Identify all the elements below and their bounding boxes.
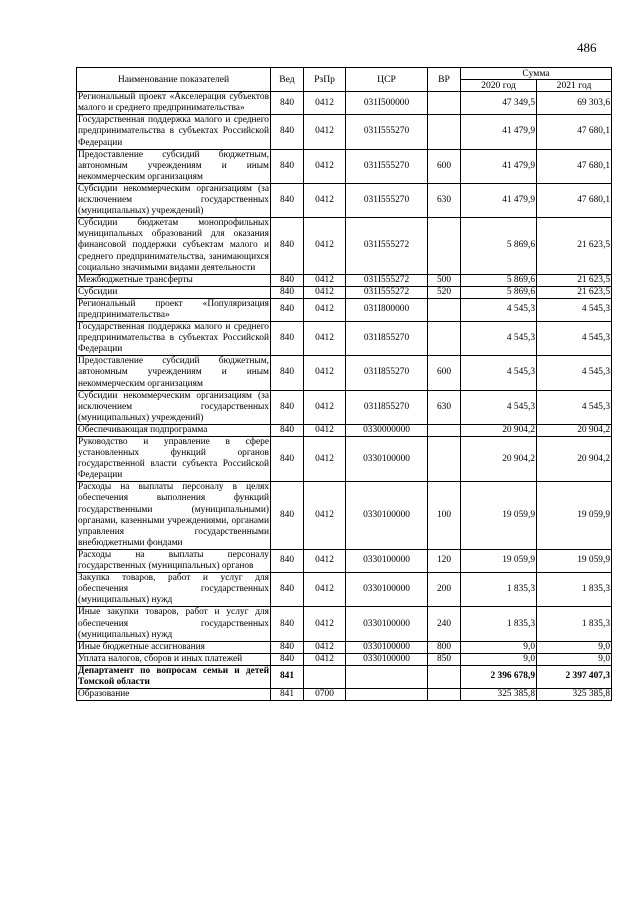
cell-vr: 500 — [428, 274, 461, 286]
cell-name: Департамент по вопросам семьи и детей Томской области — [78, 665, 269, 687]
header-2020: 2020 год — [461, 80, 537, 92]
cell-name: Руководство и управление в сфере установленных функций органов государственной власти субъекта Российской Федерации — [78, 437, 269, 481]
cell-y2020: 41 479,9 — [461, 149, 537, 183]
cell-y2021: 4 545,3 — [537, 322, 612, 356]
cell-vr: 800 — [428, 641, 461, 653]
cell-y2020: 19 059,9 — [461, 482, 537, 550]
cell-vr — [428, 689, 461, 701]
cell-name: Расходы на выплаты персоналу государственных (муниципальных) органов — [78, 549, 269, 572]
cell-name: Субсидии — [77, 286, 271, 298]
cell-ved: 840 — [271, 653, 304, 665]
table-row — [77, 653, 612, 665]
cell-y2021: 2 397 407,3 — [537, 665, 612, 688]
cell-y2021: 21 623,5 — [537, 274, 612, 286]
cell-csr: 031I555272 — [346, 274, 428, 286]
cell-ved: 840 — [271, 424, 304, 436]
cell-csr: 031I855270 — [346, 390, 428, 424]
cell-ved: 840 — [271, 322, 304, 356]
cell-ved: 840 — [271, 149, 304, 183]
header-ved: Вед — [271, 68, 304, 92]
table-body — [77, 92, 612, 701]
cell-ved: 840 — [271, 92, 304, 115]
cell-csr: 031I555270 — [346, 183, 428, 217]
cell-csr: 0330000000 — [346, 424, 428, 436]
cell-csr: 0330100000 — [346, 653, 428, 665]
cell-csr: 031I855270 — [346, 356, 428, 390]
cell-y2021: 325 385,8 — [537, 689, 612, 701]
cell-name: Субсидии бюджетам монопрофильных муниципальных образований для оказания финансовой поддержки субъектам малого и среднего предпринимательства, занимающихся социально значимыми видами деятельности — [78, 218, 269, 273]
cell-ved: 841 — [271, 689, 304, 701]
cell-ved: 840 — [271, 390, 304, 424]
cell-csr: 0330100000 — [346, 482, 428, 550]
cell-y2020: 4 545,3 — [461, 356, 537, 390]
cell-vr: 600 — [428, 356, 461, 390]
cell-csr: 0330100000 — [346, 641, 428, 653]
table-row — [77, 573, 612, 607]
cell-rzpr: 0412 — [304, 607, 346, 641]
cell-vr: 120 — [428, 549, 461, 572]
cell-rzpr: 0412 — [304, 482, 346, 550]
cell-rzpr: 0412 — [304, 356, 346, 390]
cell-ved: 840 — [271, 549, 304, 572]
cell-y2020: 20 904,2 — [461, 437, 537, 482]
cell-ved: 840 — [271, 274, 304, 286]
table-row — [77, 424, 612, 436]
cell-vr: 200 — [428, 573, 461, 607]
cell-csr: 031I555272 — [346, 218, 428, 274]
cell-ved: 840 — [271, 286, 304, 298]
cell-y2021: 20 904,2 — [537, 437, 612, 482]
header-2021: 2021 год — [537, 80, 612, 92]
cell-name: Расходы на выплаты персоналу в целях обеспечения выполнения функций государственными (муниципальными) органами, казенными учреждениями, органами управления государственными внебюджетными фондами — [78, 482, 269, 548]
cell-name: Уплата налогов, сборов и иных платежей — [77, 653, 271, 665]
cell-rzpr: 0412 — [304, 437, 346, 482]
cell-y2020: 1 835,3 — [461, 573, 537, 607]
cell-y2021: 19 059,9 — [537, 549, 612, 572]
cell-vr: 850 — [428, 653, 461, 665]
cell-csr: 031I800000 — [346, 298, 428, 321]
cell-vr: 630 — [428, 183, 461, 217]
cell-y2020: 5 869,6 — [461, 286, 537, 298]
cell-name: Иные закупки товаров, работ и услуг для обеспечения государственных (муниципальных) нужд — [78, 607, 269, 640]
table-row — [77, 390, 612, 424]
cell-rzpr: 0412 — [304, 424, 346, 436]
cell-name: Субсидии некоммерческим организациям (за исключением государственных (муниципальных) учреждений) — [78, 390, 269, 423]
header-rzpr: РзПр — [304, 68, 346, 92]
budget-table — [76, 67, 612, 701]
cell-y2020: 5 869,6 — [461, 218, 537, 274]
cell-ved: 840 — [271, 607, 304, 641]
cell-rzpr: 0412 — [304, 92, 346, 115]
cell-name: Межбюджетные трансферты — [77, 274, 271, 286]
cell-y2020: 5 869,6 — [461, 274, 537, 286]
cell-name: Региональный проект «Акселерация субъектов малого и среднего предпринимательства» — [78, 92, 269, 114]
cell-rzpr: 0412 — [304, 653, 346, 665]
cell-rzpr: 0700 — [304, 689, 346, 701]
cell-name: Предоставление субсидий бюджетным, автономным учреждениям и иным некоммерческим организациям — [78, 356, 269, 389]
cell-rzpr: 0412 — [304, 286, 346, 298]
table-row — [77, 322, 612, 356]
cell-ved: 840 — [271, 641, 304, 653]
cell-y2021: 1 835,3 — [537, 573, 612, 607]
cell-ved: 840 — [271, 437, 304, 482]
cell-rzpr: 0412 — [304, 549, 346, 572]
cell-ved: 840 — [271, 298, 304, 321]
table-row — [77, 549, 612, 572]
cell-name: Государственная поддержка малого и среднего предпринимательства в субъектах Российской Федерации — [78, 115, 269, 148]
cell-vr — [428, 92, 461, 115]
cell-csr: 031I555270 — [346, 115, 428, 149]
cell-csr: 031I555272 — [346, 286, 428, 298]
cell-y2021: 21 623,5 — [537, 286, 612, 298]
cell-y2021: 1 835,3 — [537, 607, 612, 641]
cell-csr: 031I555270 — [346, 149, 428, 183]
table-row — [77, 689, 612, 701]
cell-y2020: 4 545,3 — [461, 322, 537, 356]
cell-name: Закупка товаров, работ и услуг для обеспечения государственных (муниципальных) нужд — [78, 573, 269, 606]
cell-rzpr: 0412 — [304, 298, 346, 321]
cell-y2021: 4 545,3 — [537, 356, 612, 390]
table-row — [77, 482, 612, 550]
cell-vr: 520 — [428, 286, 461, 298]
cell-y2021: 9,0 — [537, 641, 612, 653]
cell-y2021: 47 680,1 — [537, 183, 612, 217]
cell-rzpr: 0412 — [304, 641, 346, 653]
cell-y2020: 9,0 — [461, 641, 537, 653]
cell-y2021: 20 904,2 — [537, 424, 612, 436]
cell-y2020: 20 904,2 — [461, 424, 537, 436]
cell-y2020: 2 396 678,9 — [461, 665, 537, 688]
header-vr: ВР — [428, 68, 461, 92]
table-row — [77, 437, 612, 482]
cell-y2021: 4 545,3 — [537, 298, 612, 321]
table-row — [77, 641, 612, 653]
header-sum: Сумма — [461, 68, 612, 80]
page-number: 486 — [577, 40, 597, 55]
cell-rzpr: 0412 — [304, 115, 346, 149]
cell-name: Предоставление субсидий бюджетным, автономным учреждениям и иным некоммерческим организациям — [78, 149, 269, 182]
cell-y2021: 47 680,1 — [537, 115, 612, 149]
cell-ved: 840 — [271, 115, 304, 149]
cell-csr: 0330100000 — [346, 549, 428, 572]
table-row — [77, 298, 612, 321]
cell-name: Субсидии некоммерческим организациям (за исключением государственных (муниципальных) учреждений) — [78, 183, 269, 217]
cell-vr — [428, 115, 461, 149]
cell-csr — [346, 689, 428, 701]
cell-y2021: 21 623,5 — [537, 218, 612, 274]
cell-vr — [428, 322, 461, 356]
cell-csr: 031I500000 — [346, 92, 428, 115]
cell-vr: 600 — [428, 149, 461, 183]
cell-vr — [428, 424, 461, 436]
cell-y2021: 9,0 — [537, 653, 612, 665]
table-row — [77, 665, 612, 688]
header-name: Наименование показателей — [77, 68, 271, 92]
cell-y2021: 47 680,1 — [537, 149, 612, 183]
cell-rzpr: 0412 — [304, 573, 346, 607]
cell-y2020: 47 349,5 — [461, 92, 537, 115]
cell-ved: 840 — [271, 573, 304, 607]
cell-csr: 0330100000 — [346, 573, 428, 607]
cell-vr: 100 — [428, 482, 461, 550]
cell-y2020: 19 059,9 — [461, 549, 537, 572]
cell-csr: 031I855270 — [346, 322, 428, 356]
table-row — [77, 274, 612, 286]
cell-name: Государственная поддержка малого и среднего предпринимательства в субъектах Российской Федерации — [78, 322, 269, 355]
cell-vr — [428, 298, 461, 321]
table-row — [77, 149, 612, 183]
cell-csr: 0330100000 — [346, 607, 428, 641]
cell-csr: 0330100000 — [346, 437, 428, 482]
table-row — [77, 356, 612, 390]
cell-y2021: 69 303,6 — [537, 92, 612, 115]
table-row — [77, 218, 612, 274]
cell-name: Образование — [77, 689, 271, 701]
cell-ved: 840 — [271, 482, 304, 550]
cell-name: Обеспечивающая подпрограмма — [77, 424, 271, 436]
cell-rzpr: 0412 — [304, 183, 346, 217]
cell-vr: 630 — [428, 390, 461, 424]
cell-vr — [428, 218, 461, 274]
cell-vr — [428, 437, 461, 482]
cell-rzpr: 0412 — [304, 218, 346, 274]
cell-y2020: 9,0 — [461, 653, 537, 665]
table-header — [77, 68, 612, 92]
table-row — [77, 286, 612, 298]
cell-ved: 840 — [271, 183, 304, 217]
table-row — [77, 607, 612, 641]
cell-ved: 841 — [271, 665, 304, 688]
cell-y2020: 41 479,9 — [461, 183, 537, 217]
cell-y2020: 4 545,3 — [461, 390, 537, 424]
cell-vr — [428, 665, 461, 688]
table-row — [77, 183, 612, 217]
cell-y2021: 19 059,9 — [537, 482, 612, 550]
cell-rzpr: 0412 — [304, 149, 346, 183]
cell-y2020: 4 545,3 — [461, 298, 537, 321]
cell-rzpr: 0412 — [304, 390, 346, 424]
cell-vr: 240 — [428, 607, 461, 641]
cell-name: Иные бюджетные ассигнования — [77, 641, 271, 653]
cell-y2020: 325 385,8 — [461, 689, 537, 701]
cell-name: Региональный проект «Популяризация предпринимательства» — [78, 298, 269, 320]
cell-y2020: 41 479,9 — [461, 115, 537, 149]
cell-rzpr: 0412 — [304, 274, 346, 286]
cell-rzpr: 0412 — [304, 322, 346, 356]
cell-y2020: 1 835,3 — [461, 607, 537, 641]
header-csr: ЦСР — [346, 68, 428, 92]
cell-y2021: 4 545,3 — [537, 390, 612, 424]
cell-ved: 840 — [271, 218, 304, 274]
table-row — [77, 115, 612, 149]
table-row — [77, 92, 612, 115]
cell-csr — [346, 665, 428, 688]
cell-ved: 840 — [271, 356, 304, 390]
cell-rzpr — [304, 665, 346, 688]
